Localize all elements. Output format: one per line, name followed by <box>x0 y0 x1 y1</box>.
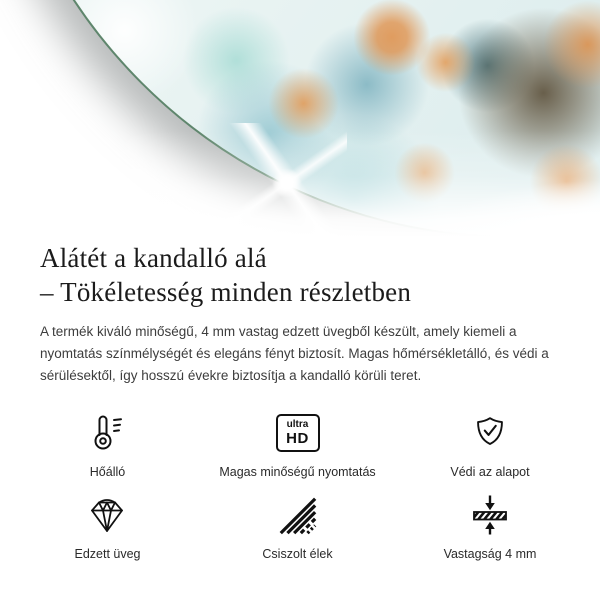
thermometer-icon <box>86 409 130 457</box>
polished-edges-icon <box>276 491 318 539</box>
ultra-hd-icon <box>276 409 320 457</box>
feature-label: Magas minőségű nyomtatás <box>219 465 376 479</box>
page-title-line1: Alátét a kandalló alá <box>40 243 267 273</box>
product-photo-hero <box>0 0 600 238</box>
feature-thickness-4mm <box>444 491 537 561</box>
glass-mat-photo <box>0 0 600 238</box>
feature-label: Edzett üveg <box>74 547 141 561</box>
feature-heat-resistant <box>86 409 130 479</box>
feature-label: Védi az alapot <box>450 465 530 479</box>
shield-check-icon <box>469 409 511 457</box>
feature-label: Hőálló <box>89 465 126 479</box>
feature-label: Csiszolt élek <box>262 547 333 561</box>
ultra-hd-icon-text-top: ultra <box>286 419 309 430</box>
thickness-icon <box>468 491 512 539</box>
page-title <box>40 238 560 309</box>
feature-protects-base <box>450 409 529 479</box>
ultra-hd-icon-text-bottom: HD <box>286 430 309 447</box>
product-description: A termék kiváló minőségű, 4 mm vastag edzett üvegből készült, amely kiemeli a nyomtatás színmélységét és elegáns fényt biztosít. Magas hőmérsékletálló, és védi a sérülésektől, így hosszú évekre biztosítja a kandalló körüli teret. <box>40 324 549 383</box>
marble-ink-artwork <box>0 0 600 236</box>
feature-grid <box>40 409 560 561</box>
feature-label: Vastagság 4 mm <box>443 547 537 561</box>
diamond-icon <box>85 491 129 539</box>
page-title-line2: – Tökéletesség minden részletben <box>40 277 412 307</box>
feature-ultra-hd-print <box>219 409 375 479</box>
feature-polished-edges <box>262 491 332 561</box>
feature-tempered-glass <box>74 491 140 561</box>
